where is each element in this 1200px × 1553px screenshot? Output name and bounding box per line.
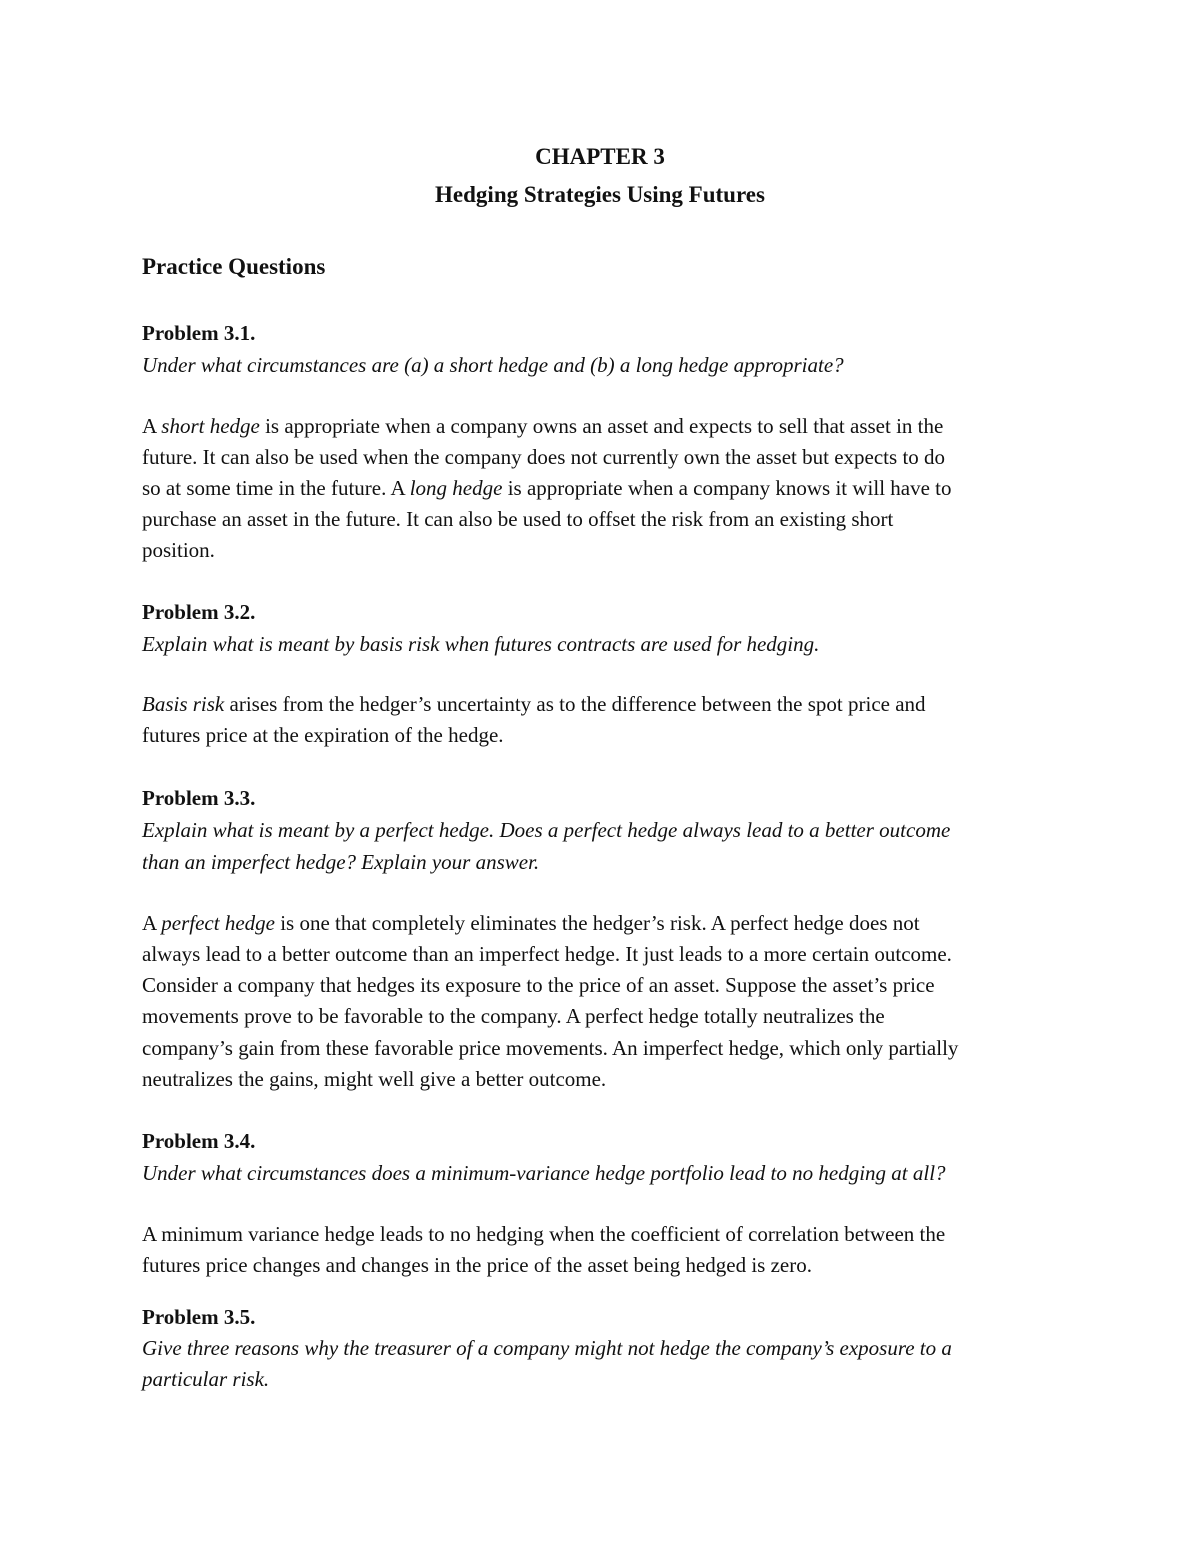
answer-line: A perfect hedge is one that completely eliminates the hedger’s risk. A perfect hedge does not: [142, 911, 920, 935]
problem-heading: Problem 3.1.: [142, 321, 256, 345]
answer-line: always lead to a better outcome than an imperfect hedge. It just leads to a more certain outcome.: [142, 942, 952, 966]
answer-line: futures price changes and changes in the price of the asset being hedged is zero.: [142, 1253, 812, 1277]
section-heading: Practice Questions: [142, 254, 326, 279]
answer-line: future. It can also be used when the company does not currently own the asset but expects to do: [142, 445, 946, 469]
problem-heading: Problem 3.5.: [142, 1305, 256, 1329]
answer-line: movements prove to be favorable to the company. A perfect hedge totally neutralizes the: [142, 1004, 885, 1028]
problem-question: Explain what is meant by basis risk when futures contracts are used for hedging.: [142, 632, 820, 656]
answer-line: Consider a company that hedges its exposure to the price of an asset. Suppose the asset’s price: [142, 973, 935, 997]
problem-heading: Problem 3.2.: [142, 600, 256, 624]
chapter-heading: CHAPTER 3: [535, 144, 665, 169]
problem-question: Explain what is meant by a perfect hedge. Does a perfect hedge always lead to a better outcome: [142, 818, 951, 842]
chapter-title: Hedging Strategies Using Futures: [435, 182, 765, 207]
answer-line: purchase an asset in the future. It can also be used to offset the risk from an existing short: [142, 507, 894, 531]
problem-question: than an imperfect hedge? Explain your answer.: [142, 850, 540, 874]
answer-line: A short hedge is appropriate when a company owns an asset and expects to sell that asset in the: [142, 414, 944, 438]
answer-line: A minimum variance hedge leads to no hedging when the coefficient of correlation between the: [142, 1222, 946, 1246]
problem-question: Give three reasons why the treasurer of a company might not hedge the company’s exposure to a: [142, 1336, 952, 1360]
answer-line: Basis risk arises from the hedger’s uncertainty as to the difference between the spot price and: [142, 692, 926, 716]
answer-line: neutralizes the gains, might well give a better outcome.: [142, 1067, 607, 1091]
problem-heading: Problem 3.3.: [142, 786, 256, 810]
answer-line: futures price at the expiration of the hedge.: [142, 723, 504, 747]
answer-line: so at some time in the future. A long hedge is appropriate when a company knows it will have to: [142, 476, 952, 500]
answer-line: position.: [142, 538, 215, 562]
problem-question: particular risk.: [142, 1367, 270, 1391]
problem-question: Under what circumstances does a minimum-variance hedge portfolio lead to no hedging at all?: [142, 1161, 946, 1185]
problem-question: Under what circumstances are (a) a short hedge and (b) a long hedge appropriate?: [142, 353, 844, 377]
problem-heading: Problem 3.4.: [142, 1129, 256, 1153]
answer-line: company’s gain from these favorable price movements. An imperfect hedge, which only partially: [142, 1036, 959, 1060]
